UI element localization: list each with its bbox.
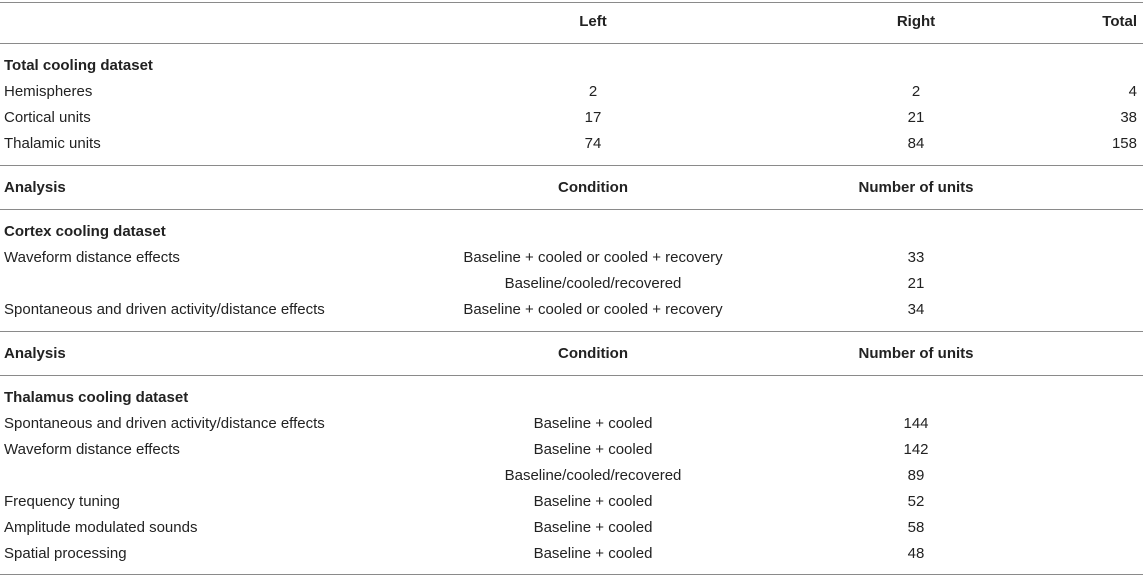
table-bottom-rule: [0, 574, 1143, 575]
table-row: [0, 411, 1143, 437]
row-label: Hemispheres: [4, 83, 93, 100]
condition-cell: Baseline + cooled or cooled + recovery: [463, 301, 723, 318]
section-rule: [0, 165, 1143, 166]
header-right: Right: [896, 13, 936, 30]
condition-cell: Baseline + cooled or cooled + recovery: [463, 249, 723, 266]
units-cell: 144: [903, 415, 929, 432]
header-rule: [0, 209, 1143, 210]
thalamus-header-row: [0, 341, 1143, 367]
section-title-row: [0, 53, 1143, 79]
section-title-row: [0, 219, 1143, 245]
condition-cell: Baseline/cooled/recovered: [504, 275, 682, 292]
analysis-cell: Waveform distance effects: [4, 249, 180, 266]
table-row: [0, 463, 1143, 489]
analysis-cell: Spontaneous and driven activity/distance effects: [4, 301, 325, 318]
row-label: Thalamic units: [4, 135, 101, 152]
units-cell: 48: [907, 545, 925, 562]
right-value: 2: [911, 83, 921, 100]
analysis-cell: Amplitude modulated sounds: [4, 519, 198, 536]
units-cell: 89: [907, 467, 925, 484]
units-cell: 33: [907, 249, 925, 266]
table-row: [0, 271, 1143, 297]
header-number-of-units: Number of units: [858, 345, 974, 362]
units-cell: 52: [907, 493, 925, 510]
cortex-section-title: Cortex cooling dataset: [4, 223, 166, 240]
units-cell: 58: [907, 519, 925, 536]
table-row: [0, 245, 1143, 271]
table-row: [0, 541, 1143, 567]
cortex-header-row: [0, 175, 1143, 201]
table-top-rule: [0, 2, 1143, 3]
right-value: 21: [907, 109, 925, 126]
analysis-cell: Waveform distance effects: [4, 441, 180, 458]
thalamus-section-title: Thalamus cooling dataset: [4, 389, 189, 406]
header-number-of-units: Number of units: [858, 179, 974, 196]
table-row: [0, 105, 1143, 131]
condition-cell: Baseline + cooled: [533, 493, 653, 510]
header-rule: [0, 375, 1143, 376]
table-row: [0, 437, 1143, 463]
section-rule: [0, 331, 1143, 332]
total-value: 4: [1128, 83, 1137, 100]
table-row: [0, 297, 1143, 323]
header-left: Left: [579, 13, 607, 30]
header-condition: Condition: [558, 179, 628, 196]
left-value: 17: [584, 109, 602, 126]
analysis-cell: Frequency tuning: [4, 493, 120, 510]
right-value: 84: [907, 135, 925, 152]
left-value: 2: [588, 83, 598, 100]
units-cell: 34: [907, 301, 925, 318]
header-analysis: Analysis: [4, 345, 66, 362]
total-value: 38: [1120, 109, 1137, 126]
condition-cell: Baseline + cooled: [533, 441, 653, 458]
units-cell: 21: [907, 275, 925, 292]
total-value: 158: [1111, 135, 1137, 152]
condition-cell: Baseline/cooled/recovered: [504, 467, 682, 484]
header-rule: [0, 43, 1143, 44]
table-row: [0, 131, 1143, 157]
condition-cell: Baseline + cooled: [533, 545, 653, 562]
table-header-row: [0, 9, 1143, 35]
analysis-cell: Spontaneous and driven activity/distance effects: [4, 415, 325, 432]
table-row: [0, 515, 1143, 541]
header-condition: Condition: [558, 345, 628, 362]
row-label: Cortical units: [4, 109, 91, 126]
section-title-row: [0, 385, 1143, 411]
condition-cell: Baseline + cooled: [533, 519, 653, 536]
table-row: [0, 79, 1143, 105]
table-row: [0, 489, 1143, 515]
condition-cell: Baseline + cooled: [533, 415, 653, 432]
total-section-title: Total cooling dataset: [4, 57, 153, 74]
units-cell: 142: [903, 441, 929, 458]
left-value: 74: [584, 135, 602, 152]
analysis-cell: Spatial processing: [4, 545, 127, 562]
header-analysis: Analysis: [4, 179, 66, 196]
header-total: Total: [1102, 13, 1137, 30]
